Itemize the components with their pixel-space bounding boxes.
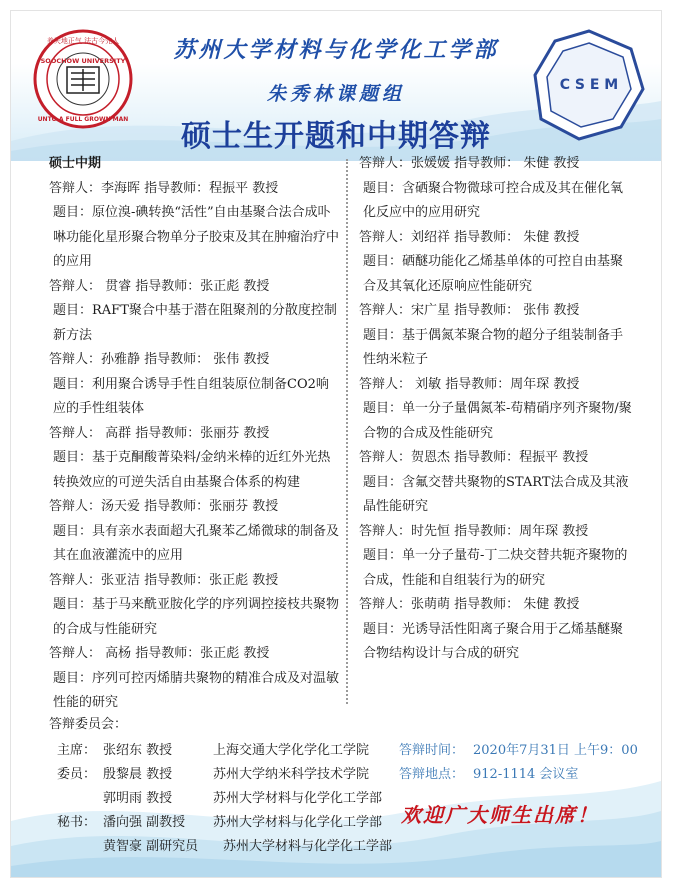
defender-line: 答辩人：时先恒 指导教师：周年琛 教授 (359, 523, 589, 539)
defender-line: 答辩人：刘绍祥 指导教师： 朱健 教授 (359, 229, 580, 245)
defender-line: 答辩人： 刘敏 指导教师：周年琛 教授 (359, 376, 580, 392)
logo-right-letters: C S E M (559, 77, 619, 93)
defender-line: 答辩人： 贯睿 指导教师：张正彪 教授 (49, 278, 270, 294)
entry (49, 642, 341, 716)
committee-label: 答辩委员会： (49, 717, 128, 732)
entry (49, 569, 341, 643)
right-column (359, 152, 635, 667)
entry (359, 226, 635, 300)
secretary1-name: 潘向强 副教授 (103, 815, 186, 830)
entry (359, 152, 635, 226)
topic-line: 题目：具有亲水表面超大孔聚苯乙烯微球的制备及其在血液灌流中的应用 (53, 523, 340, 563)
logo-left-cn: 养天地正气 法古今完人 (46, 37, 120, 45)
time-label: 答辩时间： (399, 743, 465, 758)
entry (49, 422, 341, 496)
topic-line: 题目：RAFT聚合中基于潜在阻聚剂的分散度控制新方法 (53, 303, 337, 343)
topic-line: 题目：利用聚合诱导手性自组装原位制备CO2响应的手性组装体 (53, 376, 329, 416)
member1-org: 苏州大学纳米科学技术学院 (213, 767, 370, 782)
defender-line: 答辩人：汤天爱 指导教师：张丽芬 教授 (49, 499, 279, 514)
entry (359, 373, 635, 447)
entry (49, 495, 341, 569)
chair-org: 上海交通大学化学化工学院 (213, 743, 370, 758)
member2-org: 苏州大学材料与化学化工学部 (213, 791, 383, 806)
member-role: 委员： (57, 767, 97, 782)
welcome-message: 欢迎广大师生出席！ (401, 803, 599, 827)
section-heading: 硕士中期 (49, 156, 102, 171)
defender-line: 答辩人：李海晖 指导教师：程振平 教授 (49, 180, 279, 196)
group-title: 朱秀林课题组 (266, 83, 405, 105)
topic-line: 题目：含硒聚合物微球可控合成及其在催化氧化反应中的应用研究 (363, 180, 624, 220)
logo-left-motto: UNTO A FULL GROWN MAN (37, 116, 129, 123)
defender-line: 答辩人：张萌萌 指导教师： 朱健 教授 (359, 597, 580, 612)
topic-line: 题目：单一分子量偶氮苯-苟精硝序列齐聚物/聚合物的合成及性能研究 (363, 401, 632, 441)
defender-line: 答辩人：张媛媛 指导教师： 朱健 教授 (359, 156, 580, 171)
defender-line: 答辩人：孙雅静 指导教师： 张伟 教授 (49, 352, 270, 367)
left-column (49, 152, 341, 716)
time-value: 2020年7月31日 上午9：00 (473, 743, 638, 758)
secretary1-org: 苏州大学材料与化学化工学部 (213, 815, 383, 830)
defender-line: 答辩人：宋广星 指导教师： 张伟 教授 (359, 303, 580, 318)
member1-name: 殷黎晨 教授 (103, 767, 173, 782)
place-value: 912-1114 会议室 (473, 767, 579, 782)
topic-line: 题目：序列可控丙烯腈共聚物的精准合成及对温敏性能的研究 (53, 670, 340, 710)
topic-line: 题目：基于偶氮苯聚合物的超分子组装制备手性纳米粒子 (363, 327, 624, 367)
entry (359, 593, 635, 667)
entry (49, 275, 341, 349)
chair-role: 主席： (57, 743, 97, 758)
topic-line: 题目：原位溴-碘转换“活性”自由基聚合法合成卟啉功能化星形聚合物单分子胶束及其在肿瘤治疗中的应用 (53, 205, 340, 269)
poster-title: 硕士生开题和中期答辩 (181, 119, 491, 154)
department-title: 苏州大学材料与化学化工学部 (173, 37, 499, 63)
topic-line: 题目：光诱导活性阳离子聚合用于乙烯基醚聚合物结构设计与合成的研究 (363, 621, 624, 661)
place-label: 答辩地点： (399, 767, 465, 782)
entry (359, 446, 635, 520)
topic-line: 题目：单一分子量苟-丁二炔交替共轭齐聚物的合成，性能和自组装行为的研究 (363, 548, 628, 588)
topic-line: 题目：基于马来酰亚胺化学的序列调控接枝共聚物的合成与性能研究 (53, 597, 340, 637)
entry (49, 177, 341, 275)
defender-line: 答辩人： 高群 指导教师：张丽芬 教授 (49, 425, 270, 441)
defender-line: 答辩人：贺恩杰 指导教师：程振平 教授 (359, 450, 589, 465)
poster (10, 10, 662, 878)
topic-line: 题目：含氟交替共聚物的START法合成及其液晶性能研究 (363, 474, 629, 514)
entry (359, 299, 635, 373)
column-divider (346, 159, 348, 704)
member2-name: 郭明雨 教授 (103, 791, 173, 806)
secretary-role: 秘书： (57, 815, 97, 830)
defender-line: 答辩人： 高杨 指导教师：张正彪 教授 (49, 646, 270, 661)
secretary2-org: 苏州大学材料与化学化工学部 (223, 839, 393, 854)
secretary2-name: 黄智豪 副研究员 (103, 839, 199, 854)
entry (359, 520, 635, 594)
topic-line: 题目：硒醚功能化乙烯基单体的可控自由基聚合及其氧化还原响应性能研究 (363, 254, 624, 294)
defender-line: 答辩人：张亚洁 指导教师：张正彪 教授 (49, 572, 279, 588)
chair-name: 张绍东 教授 (103, 743, 173, 758)
logo-left-name: SOOCHOW UNIVERSITY (40, 57, 126, 65)
topic-line: 题目：基于克酮酸菁染料/金纳米棒的近红外光热转换效应的可逆失活自由基聚合体系的构建 (53, 450, 331, 490)
entry (49, 348, 341, 422)
